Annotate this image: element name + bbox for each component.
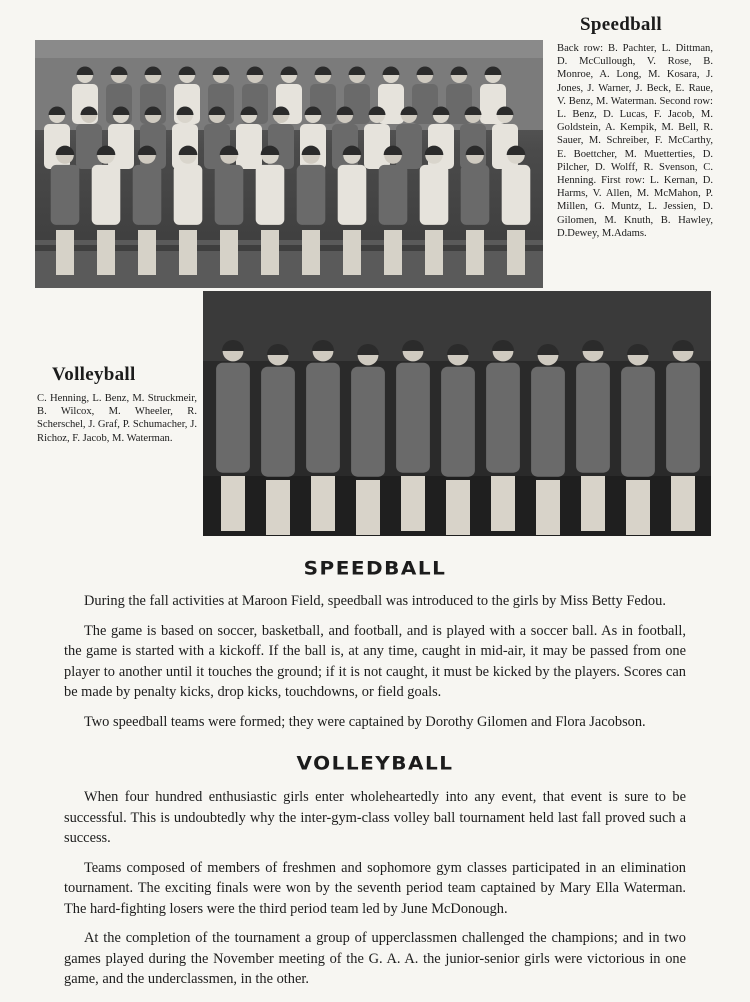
speedball-team-photo <box>35 40 543 288</box>
volleyball-article <box>64 787 686 999</box>
speedball-heading: SPEEDBALL <box>303 556 447 580</box>
volleyball-paragraph: When four hundred enthusiastic girls enter wholeheartedly into any event, that event is sure to be successful. This is undoubtedly why the inter-gym-class volley ball tournament held last fall proved such a success. <box>64 789 686 846</box>
speedball-paragraph: During the fall activities at Maroon Field, speedball was introduced to the girls by Miss Betty Fedou. <box>84 593 666 609</box>
volleyball-heading: VOLLEYBALL <box>296 751 454 775</box>
volleyball-team-photo <box>203 291 711 536</box>
speedball-paragraph: Two speedball teams were formed; they were captained by Dorothy Gilomen and Flora Jacobson. <box>84 713 646 730</box>
volleyball-caption-text: C. Henning, L. Benz, M. Struckmeir, B. Wilcox, M. Wheeler, R. Scherschel, J. Graf, P. Schumacher, J. Richoz, F. Jacob, M. Waterman. <box>37 393 197 444</box>
speedball-caption-text: Back row: B. Pachter, L. Dittman, D. McCullough, V. Rose, B. Monroe, A. Long, M. Kosara, J. Jones, J. Warner, J. Beck, E. Raue, V. Benz, M. Waterman. Second row: L. Benz, D. Lucas, F. Jacob, M. Goldstein, A. Kempik, M. Bell, R. Sauer, M. Schreiber, F. McCarthy, E. Boettcher, M. Muetterties, D. Pilcher, D. Wolff, R. Svenson, C. Henning. First row: L. Kernan, D. Harms, V. Allen, M. McMahon, P. Millen, G. Muntz, L. Jessien, D. Gilomen, M. Knuth, B. Hawley, D.Dewey, M.Adams. <box>557 43 713 239</box>
volleyball-paragraph: Teams composed of members of freshmen and sophomore gym classes participated in an elimination tournament. The exciting finals were won by the seventh period team captained by Mary Ella Waterman. The hard-fighting losers were the third period team led by June McDonough. <box>64 859 686 917</box>
speedball-article <box>64 591 686 741</box>
volleyball-caption-title: Volleyball <box>52 364 136 385</box>
speedball-caption-title: Speedball <box>580 14 662 35</box>
volleyball-paragraph: At the completion of the tournament a group of upperclassmen challenged the champions; and in two games played during the November meeting of the G. A. A. the junior-senior girls were victorious in one game, and the underclassmen, in the other. <box>64 930 686 987</box>
speedball-paragraph: The game is based on soccer, basketball, and football, and is played with a soccer ball. As in football, the game is started with a kickoff. If the ball is, at any time, caught in mid-air, it may be passed from one player to another until it touches the ground; if it is not caught, it must be kicked by the players. Scores can be made by penalty kicks, drop kicks, touchdowns, or field goals. <box>64 622 686 700</box>
